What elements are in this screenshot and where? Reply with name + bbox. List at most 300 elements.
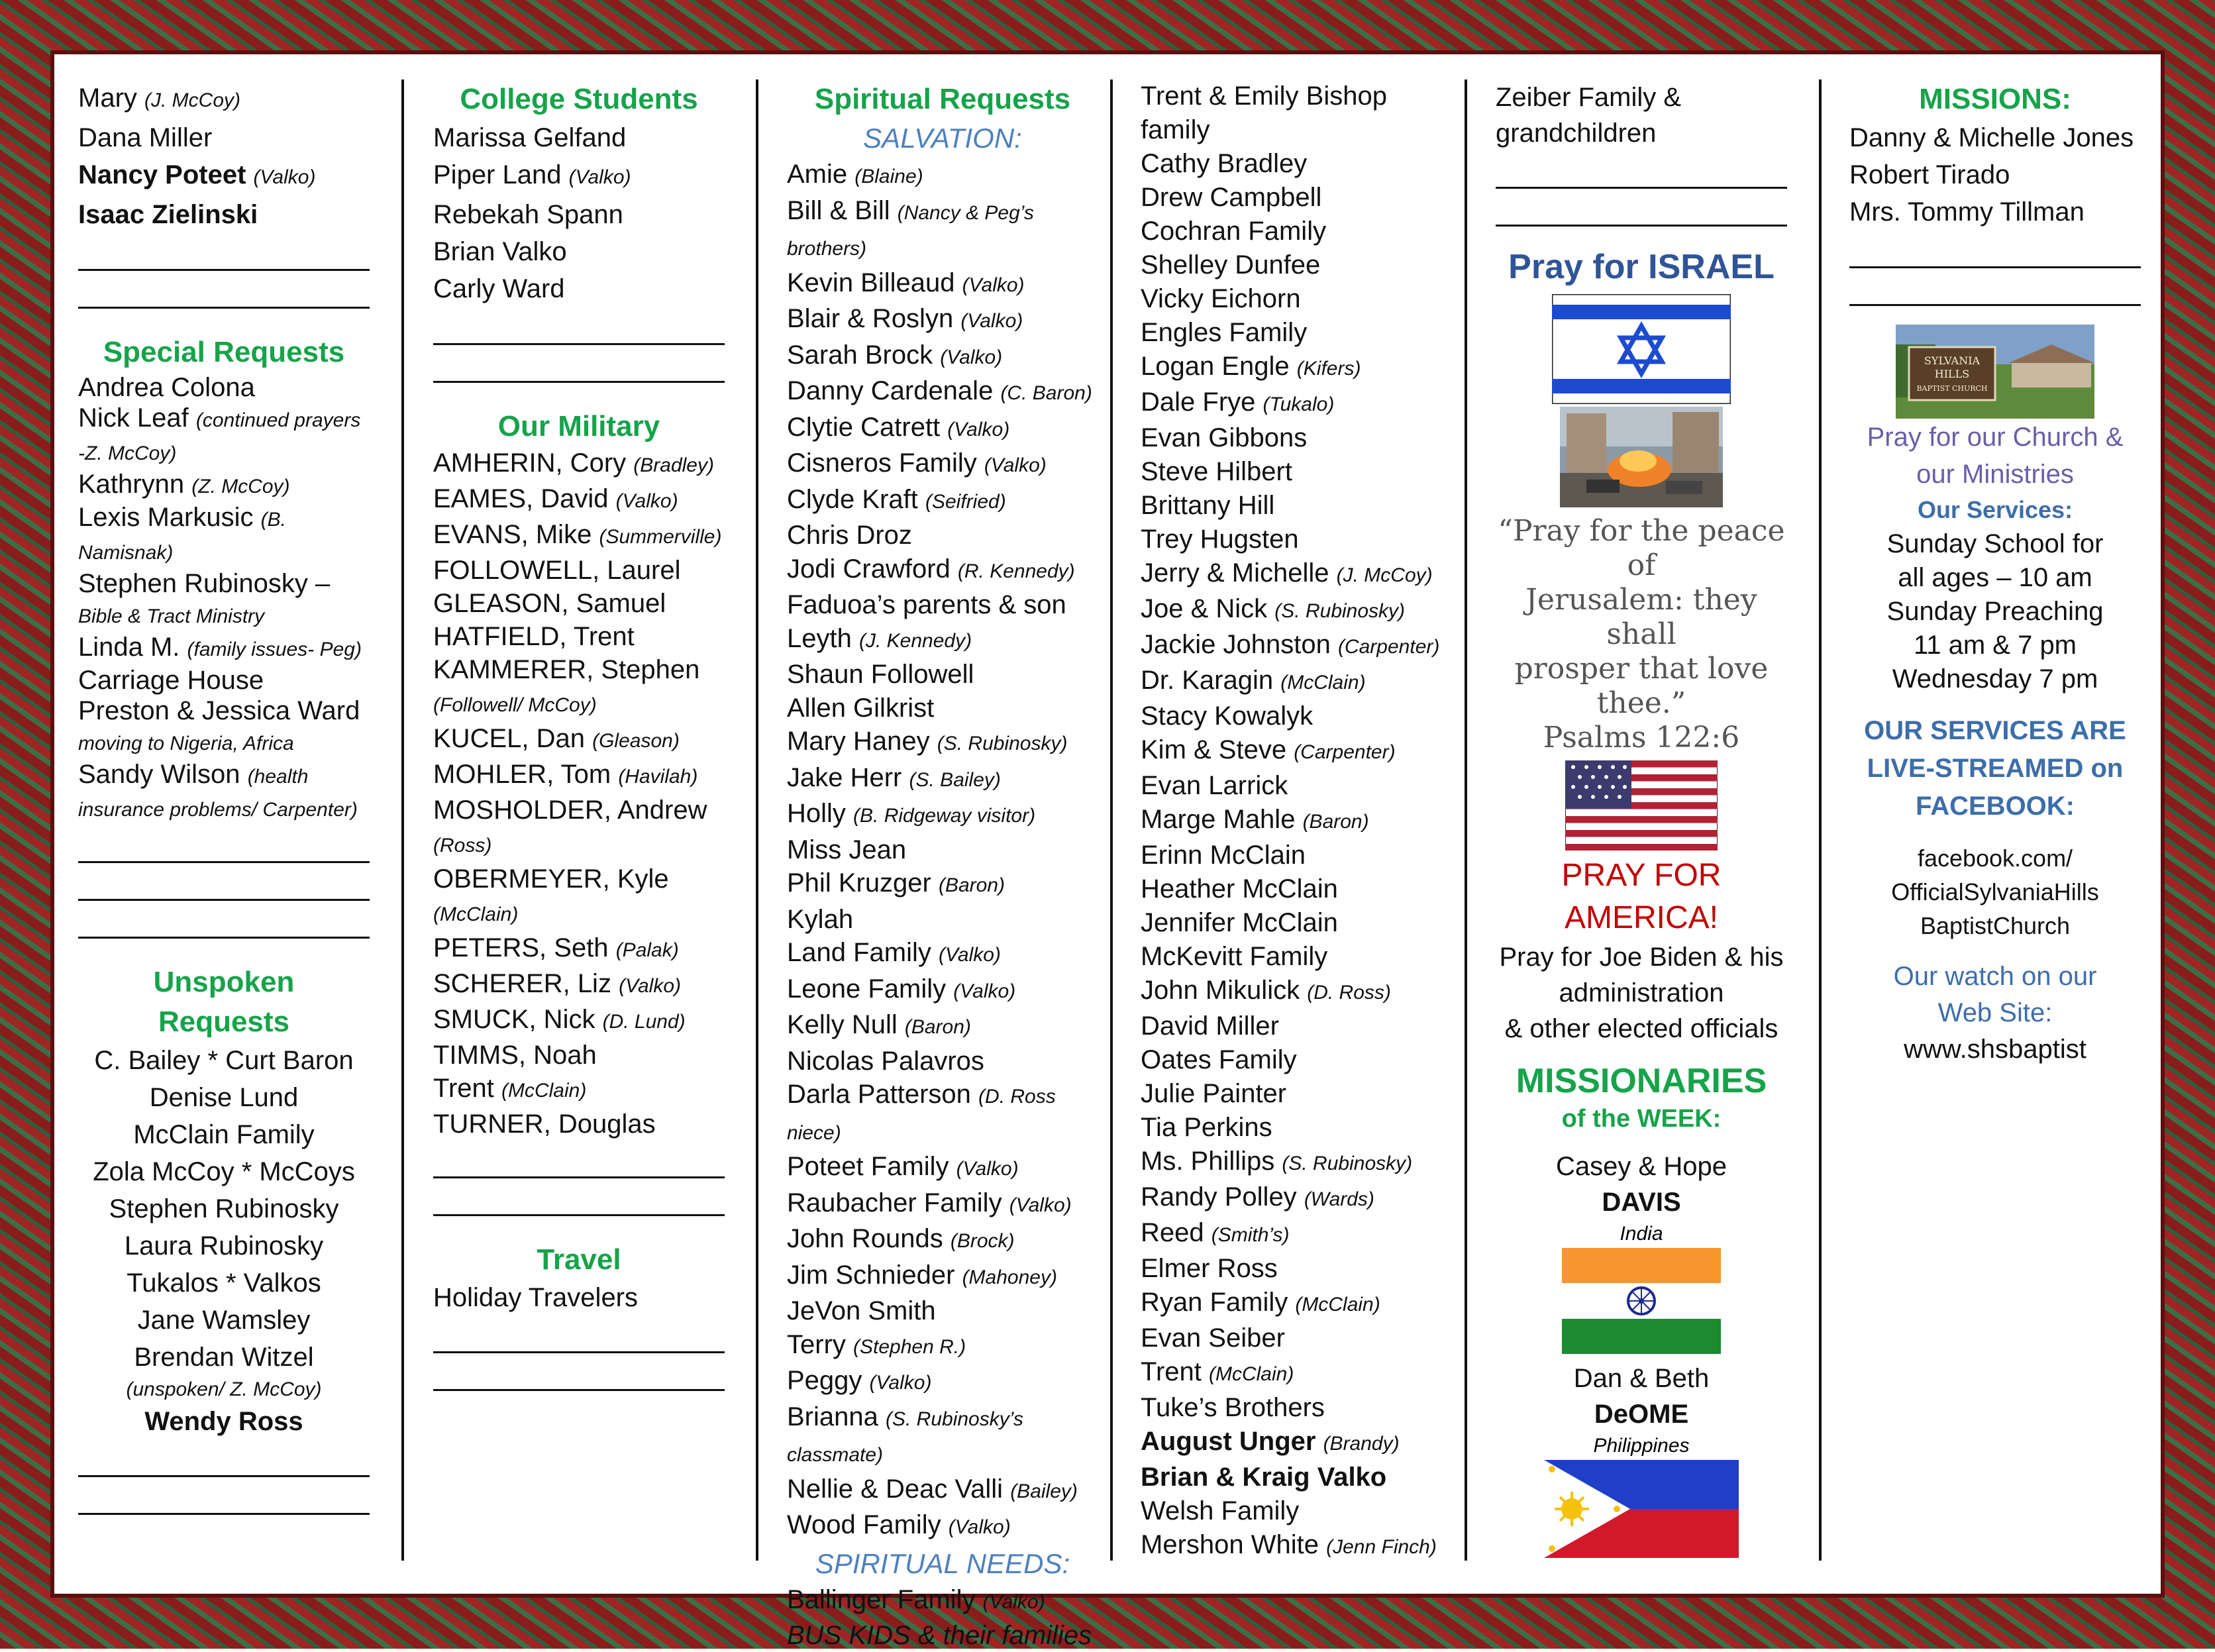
item-note: (J. McCoy): [1336, 564, 1433, 586]
prayer-item: [1141, 1461, 1452, 1494]
prayer-item: [1141, 1043, 1452, 1077]
pray-for-israel-heading: Pray for ISRAEL: [1508, 248, 1775, 286]
verse-line: Jerusalem: they shall: [1525, 583, 1757, 651]
pray-line: our Ministries: [1916, 460, 2074, 489]
verse-line: thee.”: [1596, 686, 1686, 720]
item-name: Marissa Gelfand: [433, 123, 627, 152]
item-note: (Valko): [940, 346, 1003, 368]
services-list: [1849, 527, 2141, 696]
item-name: Mary Haney: [787, 727, 930, 756]
prayer-item: [1141, 455, 1452, 489]
item-name: Evan Larrick: [1141, 771, 1288, 800]
college-students-heading: College Students: [460, 83, 698, 115]
special-request-item: [78, 372, 370, 403]
item-name: EVANS, Mike: [433, 520, 592, 549]
column-israel-america-missionaries: [1496, 79, 1787, 1558]
salvation-item: [787, 588, 1098, 622]
prayer-item: [1141, 940, 1452, 974]
item-name: MOHLER, Tom: [433, 760, 611, 789]
item-note: (McClain): [1295, 1294, 1380, 1316]
missions-item: Danny & Michelle Jones: [1849, 123, 2134, 152]
our-services-heading: Our Services:: [1917, 496, 2073, 523]
item-name: Stephen Rubinosky –: [78, 569, 331, 598]
item-name: Trent: [433, 1074, 494, 1103]
service-line: Wednesday 7 pm: [1892, 664, 2098, 694]
item-name: Clyde Kraft: [787, 484, 918, 514]
item-name: Welsh Family: [1141, 1496, 1300, 1525]
item-note: (Havilah): [618, 766, 698, 788]
israel-photo: [1496, 407, 1787, 507]
sign-text: SYLVANIA: [1924, 354, 1981, 367]
salvation-item: [787, 519, 1098, 552]
unspoken-item: C. Bailey * Curt Baron: [94, 1046, 354, 1075]
item-note: (Valko): [948, 1516, 1011, 1538]
travel-heading: Travel: [537, 1243, 621, 1276]
item-note: (Bradley): [633, 454, 714, 476]
item-name: Shelley Dunfee: [1141, 250, 1321, 280]
blank-line: [1849, 242, 2141, 268]
salvation-item: [787, 374, 1098, 411]
item-name: Miss Jean: [787, 835, 907, 864]
item-note: (Valko): [984, 454, 1047, 476]
item-name: Sandy Wilson: [78, 760, 240, 789]
item-name: Isaac Zielinski: [78, 200, 258, 229]
prayer-item: [1141, 421, 1452, 455]
blank-line: [78, 283, 370, 309]
prayer-item: [1141, 592, 1452, 628]
military-item: [433, 1072, 725, 1108]
unspoken-item: Tukalos * Valkos: [127, 1268, 321, 1298]
item-note: (B. Namisnak): [78, 509, 286, 564]
missionary-2-names: Dan & Beth: [1573, 1364, 1710, 1393]
unspoken-last: Wendy Ross: [144, 1407, 303, 1436]
item-name: Evan Seiber: [1141, 1323, 1285, 1353]
service-line: 11 am & 7 pm: [1913, 631, 2077, 660]
item-note: (Valko): [939, 944, 1001, 966]
prayer-item: [1141, 839, 1452, 872]
item-name: Poteet Family: [787, 1152, 949, 1181]
item-name: HATFIELD, Trent: [433, 622, 635, 651]
america-line: AMERICA!: [1564, 900, 1719, 935]
biden-prayer: [1496, 939, 1787, 1047]
item-name: Evan Gibbons: [1141, 423, 1308, 452]
biden-line: & other elected officials: [1504, 1014, 1778, 1043]
church-sign-photo: [1849, 325, 2141, 419]
prayer-item: [1141, 282, 1452, 316]
blank-line: [433, 1327, 725, 1353]
blank-line: [78, 245, 370, 271]
livestream-line: OUR SERVICES ARE: [1864, 716, 2126, 745]
column-prayer-list-continued: [1141, 79, 1452, 1564]
item-name: Nick Leaf: [78, 403, 189, 433]
unspoken-note: (unspoken/ Z. McCoy): [126, 1378, 322, 1400]
israel-flag: [1496, 294, 1787, 404]
prayer-item: [1141, 906, 1452, 940]
column-spiritual-requests: [787, 79, 1098, 1652]
biden-line: administration: [1559, 978, 1724, 1007]
prayer-item: [78, 119, 370, 156]
item-name: Cochran Family: [1141, 217, 1327, 246]
college-item: [433, 196, 725, 233]
salvation-item: [787, 692, 1098, 725]
item-note: (Baron): [1302, 811, 1369, 833]
missionary-2-country: Philippines: [1593, 1435, 1690, 1457]
prayer-item: [1141, 1321, 1452, 1355]
spiritual-needs-list: [787, 1583, 1098, 1652]
watch-website: [1849, 958, 2141, 1031]
item-note: (Valko): [253, 166, 316, 188]
item-name: Jake Herr: [787, 762, 902, 792]
salvation-item: [787, 866, 1098, 903]
salvation-item: [787, 1186, 1098, 1223]
salvation-item: [787, 936, 1098, 972]
item-name: Jennifer McClain: [1141, 908, 1338, 937]
spiritual-needs-subheading: SPIRITUAL NEEDS:: [815, 1547, 1070, 1579]
special-requests-heading: Special Requests: [103, 336, 345, 368]
item-name: Jackie Johnston: [1141, 630, 1331, 659]
item-name: Cathy Bradley: [1141, 149, 1308, 178]
item-name: Raubacher Family: [787, 1188, 1002, 1217]
prayer-item: [1141, 769, 1452, 803]
prayer-item: [78, 196, 370, 233]
prayer-item: [1141, 181, 1452, 215]
item-name: Shaun Followell: [787, 660, 974, 689]
salvation-subheading: SALVATION:: [863, 123, 1022, 154]
pray-for-church: [1849, 419, 2141, 493]
salvation-item: [787, 158, 1098, 194]
america-line: PRAY FOR: [1561, 858, 1722, 893]
item-note: (S. Rubinosky): [1282, 1153, 1413, 1174]
prayer-item: [1141, 556, 1452, 592]
prayer-item: [1141, 872, 1452, 906]
item-name: Mary: [78, 83, 137, 113]
spiritual-requests-heading: Spiritual Requests: [814, 83, 1071, 115]
prayer-item: [78, 79, 370, 119]
prayer-item: [1141, 1391, 1452, 1425]
item-note: (Valko): [953, 980, 1016, 1002]
college-item: [433, 156, 725, 196]
column-divider: [401, 79, 404, 1561]
item-name: GLEASON, Samuel: [433, 589, 666, 618]
item-note: (Valko): [960, 310, 1023, 332]
prayer-item: [1141, 733, 1452, 769]
item-name: Brian & Kraig Valko: [1141, 1463, 1387, 1492]
item-note: (health insurance problems/ Carpenter): [78, 766, 358, 821]
prayer-item: [1141, 1425, 1452, 1461]
special-request-item: [78, 403, 370, 469]
item-name: Julie Painter: [1141, 1079, 1287, 1108]
item-name: Holly: [787, 799, 846, 828]
item-name: Randy Polley: [1141, 1182, 1297, 1212]
prayer-item: [1141, 147, 1452, 181]
military-item: [433, 758, 725, 794]
item-name: PETERS, Seth: [433, 933, 609, 962]
column-prayer-requests: [78, 79, 370, 1527]
military-item: [433, 653, 725, 722]
special-request-item: [78, 469, 370, 502]
salvation-item: [787, 483, 1098, 519]
special-request-item: [78, 696, 370, 759]
missionary-1-country: India: [1620, 1223, 1663, 1245]
item-name: Ms. Phillips: [1141, 1147, 1275, 1176]
item-name: Trent & Emily Bishop family: [1141, 81, 1387, 144]
item-name: Lexis Markusic: [78, 503, 254, 532]
salvation-item: [787, 797, 1098, 833]
salvation-item: [787, 1364, 1098, 1400]
salvation-item: [787, 658, 1098, 692]
item-name: Jodi Crawford: [787, 554, 951, 584]
column-divider: [756, 79, 758, 1561]
blank-line: [433, 1153, 725, 1178]
item-name: Jim Schnieder: [787, 1260, 955, 1290]
prayer-item: [1141, 1077, 1452, 1111]
item-name: Andrea Colona: [78, 373, 255, 402]
item-name: Piper Land: [433, 160, 562, 189]
item-name: Clytie Catrett: [787, 412, 941, 442]
item-note: (Baron): [939, 874, 1005, 896]
prayer-item: [1141, 215, 1452, 248]
blank-line: [78, 875, 370, 901]
blank-line: [433, 319, 725, 345]
item-name: Faduoa’s parents & son: [787, 590, 1066, 619]
salvation-item: [787, 903, 1098, 937]
livestream-line: FACEBOOK:: [1916, 792, 2075, 821]
item-note: (B. Ridgeway visitor): [853, 805, 1036, 827]
item-name: Carriage House: [78, 666, 264, 695]
item-name: Nicolas Palavros: [787, 1046, 984, 1076]
item-name: Steve Hilbert: [1141, 457, 1292, 486]
pray-for-america: [1496, 854, 1787, 939]
item-note: (Valko): [1009, 1194, 1072, 1216]
military-item: [433, 794, 725, 862]
unspoken-item: Stephen Rubinosky: [109, 1194, 339, 1223]
prayer-item: [1141, 1286, 1452, 1321]
philippines-flag: [1496, 1460, 1787, 1558]
item-name: Vicky Eichorn: [1141, 284, 1301, 313]
item-name: Ballinger Family: [787, 1584, 976, 1614]
item-name: Mershon White: [1141, 1530, 1319, 1559]
special-request-item: [78, 632, 370, 665]
item-note: (D. Lund): [602, 1011, 686, 1033]
item-name: Reed: [1141, 1218, 1204, 1247]
item-note: (D. Ross): [1307, 982, 1391, 1004]
item-name: Kevin Billeaud: [787, 268, 955, 297]
item-note: (S. Rubinosky): [937, 733, 1068, 754]
blank-line: [433, 1190, 725, 1216]
salvation-item: [787, 1222, 1098, 1259]
facebook-link[interactable]: [1849, 841, 2141, 943]
special-request-item: [78, 502, 370, 568]
college-item: [433, 270, 725, 307]
military-item: [433, 862, 725, 931]
prayer-item: [1141, 1145, 1452, 1180]
missions-item: Mrs. Tommy Tillman: [1849, 197, 2085, 227]
facebook-line: facebook.com/: [1917, 845, 2073, 872]
sign-text: BAPTIST CHURCH: [1916, 384, 1988, 393]
item-name: John Rounds: [787, 1224, 943, 1253]
salvation-item: [787, 1150, 1098, 1186]
prayer-item: [1141, 489, 1452, 523]
item-note: (Nancy & Peg’s brothers): [787, 201, 1034, 260]
item-name: Brittany Hill: [1141, 491, 1275, 520]
facebook-line: BaptistChurch: [1920, 912, 2071, 939]
item-note: (Valko): [619, 975, 681, 997]
salvation-item: [787, 446, 1098, 483]
military-item: [433, 931, 725, 967]
military-item: [433, 967, 725, 1003]
item-name: Nancy Poteet: [78, 160, 246, 189]
item-note: Bible & Tract Ministry: [78, 605, 265, 627]
prayer-item: [1141, 523, 1452, 556]
item-name: Amie: [787, 160, 848, 189]
prayer-item: [78, 156, 370, 196]
item-name: Peggy: [787, 1366, 862, 1395]
salvation-item: [787, 622, 1098, 658]
website-link[interactable]: www.shsbaptist: [1904, 1035, 2086, 1064]
item-name: Tuke’s Brothers: [1141, 1393, 1325, 1422]
item-note: (Mahoney): [962, 1266, 1057, 1288]
column-students-military: [433, 79, 725, 1403]
psalm-verse: [1496, 514, 1787, 755]
watch-line: Our watch on our: [1893, 962, 2097, 991]
military-item: [433, 482, 725, 518]
salvation-item: [787, 1078, 1098, 1150]
item-name: Dana Miller: [78, 123, 213, 152]
prayer-item: [1141, 1252, 1452, 1286]
prayer-item: [1141, 1009, 1452, 1043]
item-name: Leyth: [787, 623, 852, 653]
item-note: (Palak): [615, 939, 679, 961]
item-name: Drew Campbell: [1141, 183, 1322, 212]
item-name: Terry: [787, 1329, 846, 1359]
blank-line: [78, 1451, 370, 1477]
sign-text: HILLS: [1934, 368, 1970, 380]
item-name: MOSHOLDER, Andrew: [433, 796, 707, 825]
item-note: (McClain): [433, 903, 519, 925]
item-name: Kathrynn: [78, 470, 185, 499]
item-name: Kelly Null: [787, 1010, 898, 1039]
salvation-item: [787, 1472, 1098, 1509]
item-name: Heather McClain: [1141, 874, 1338, 903]
item-note: (D. Ross niece): [787, 1086, 1056, 1144]
service-line: Sunday Preaching: [1886, 597, 2104, 626]
item-name: Brian Valko: [433, 237, 567, 266]
item-note: (Brock): [950, 1230, 1015, 1252]
unspoken-list: [78, 1042, 370, 1376]
prayer-item: [1141, 316, 1452, 350]
pray-line: Pray for our Church &: [1867, 423, 2124, 452]
column-missions-services: [1849, 79, 2141, 1067]
item-name: Bill & Bill: [787, 195, 890, 225]
item-note: (Gleason): [592, 730, 680, 752]
college-item: [433, 233, 725, 270]
item-name: Danny Cardenale: [787, 376, 994, 405]
military-item: [433, 722, 725, 758]
salvation-item: [787, 761, 1098, 798]
blank-line: [78, 913, 370, 939]
item-name: Leone Family: [787, 974, 947, 1004]
item-name: Nellie & Deac Valli: [787, 1474, 1004, 1504]
item-note: (R. Kennedy): [957, 560, 1075, 582]
item-name: Chris Droz: [787, 521, 912, 550]
item-note: (McClain): [1280, 672, 1366, 694]
special-requests-list: [78, 372, 370, 825]
item-note: (Valko): [982, 1590, 1045, 1613]
item-name: TURNER, Douglas: [433, 1110, 656, 1139]
salvation-item: [787, 972, 1098, 1009]
item-name: Phil Kruzger: [787, 868, 931, 898]
item-name: Darla Patterson: [787, 1080, 971, 1109]
blank-line: [433, 1365, 725, 1391]
college-list: [433, 119, 725, 307]
zeiber-family: Zeiber Family & grandchildren: [1496, 83, 1682, 148]
item-name: Trent: [1141, 1357, 1202, 1386]
missionaries-heading: MISSIONARIES: [1516, 1062, 1767, 1100]
item-name: Cisneros Family: [787, 448, 977, 478]
item-note: (Z. McCoy): [191, 476, 290, 497]
item-name: Kim & Steve: [1141, 735, 1287, 764]
facebook-line: OfficialSylvaniaHills: [1891, 878, 2099, 905]
india-flag: [1496, 1248, 1787, 1354]
item-name: KAMMERER, Stephen: [433, 655, 700, 684]
item-name: Sarah Brock: [787, 340, 933, 370]
livestream-notice: [1849, 712, 2141, 825]
missions-list: [1849, 119, 2141, 231]
unspoken-item: Zola McCoy * McCoys: [93, 1157, 355, 1186]
item-note: (J. McCoy): [144, 89, 241, 111]
item-name: Linda M.: [78, 633, 180, 662]
military-item: [433, 620, 725, 653]
verse-reference: Psalms 122:6: [1543, 721, 1740, 754]
salvation-item: [787, 302, 1098, 338]
item-name: Oates Family: [1141, 1045, 1297, 1074]
item-name: Ryan Family: [1141, 1288, 1288, 1317]
item-name: Dale Frye: [1141, 387, 1256, 417]
item-note: (McClain): [1209, 1363, 1294, 1385]
military-item: [433, 554, 725, 587]
military-item: [433, 518, 725, 554]
blank-line: [1849, 280, 2141, 306]
prayer-item: [1141, 1111, 1452, 1145]
prayer-item: [1141, 699, 1452, 733]
prayer-item: [1141, 79, 1452, 147]
item-note: (McClain): [501, 1080, 587, 1102]
prayer-list-continued: [1141, 79, 1452, 1564]
item-note: (Smith’s): [1211, 1224, 1290, 1246]
item-note: (Wards): [1304, 1188, 1374, 1210]
item-name: Stacy Kowalyk: [1141, 701, 1314, 731]
item-name: Kylah: [787, 904, 854, 934]
item-name: Rebekah Spann: [433, 200, 623, 229]
item-name: KUCEL, Dan: [433, 724, 585, 753]
bulletin-page: [50, 50, 2165, 1650]
item-note: (Valko): [615, 490, 678, 512]
item-name: Preston & Jessica Ward: [78, 696, 360, 725]
item-name: Jerry & Michelle: [1141, 558, 1329, 588]
item-name: Engles Family: [1141, 318, 1308, 347]
item-note: (Summerville): [599, 526, 722, 548]
military-list: [433, 446, 725, 1141]
item-note: (Brandy): [1323, 1433, 1400, 1455]
item-note: (S. Rubinosky): [1274, 600, 1406, 622]
item-note: (Valko): [962, 274, 1025, 296]
missionary-1-names: Casey & Hope: [1556, 1152, 1727, 1181]
item-note: (Kifers): [1296, 358, 1361, 380]
missionaries-subheading: of the WEEK:: [1561, 1105, 1722, 1133]
item-name: Joe & Nick: [1141, 594, 1268, 623]
missions-item: Robert Tirado: [1849, 160, 2010, 189]
prayer-item: [1141, 350, 1452, 386]
